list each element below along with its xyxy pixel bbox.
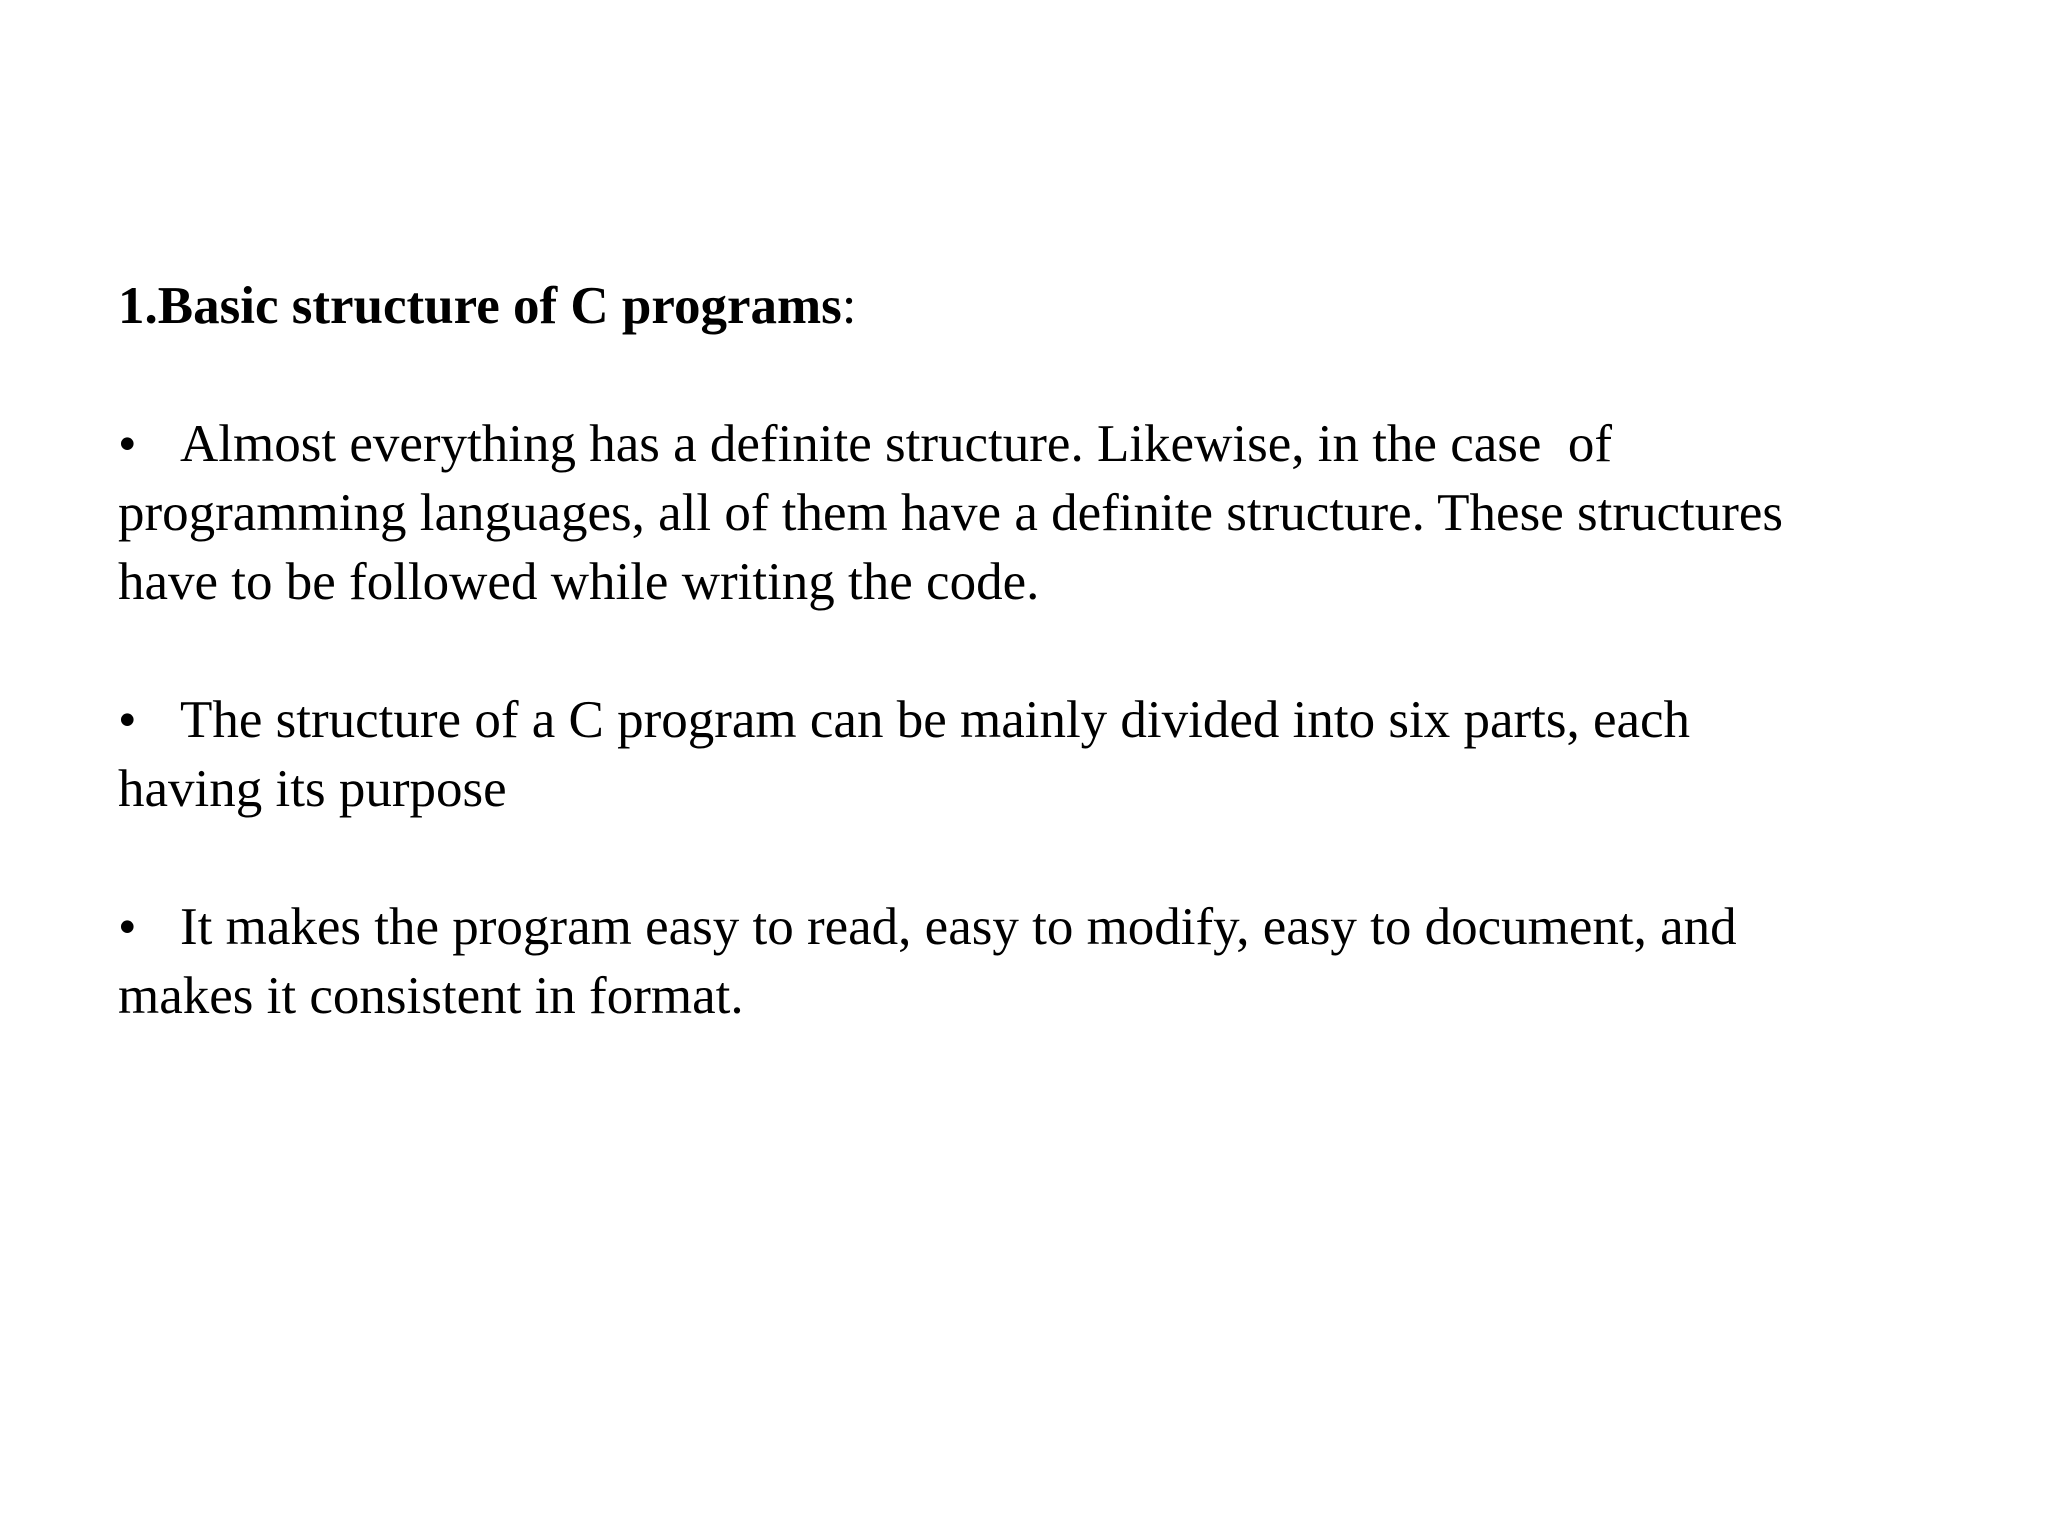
bullet-line (118, 893, 1958, 962)
bullet-icon: • (118, 898, 137, 956)
bullet-paragraph-2 (118, 686, 1958, 824)
bullet-line: have to be followed while writing the code. (118, 553, 1040, 611)
bullet-text: It makes the program easy to read, easy to modify, easy to document, and (180, 898, 1737, 956)
slide-content (118, 272, 1958, 1031)
slide-heading (118, 272, 1958, 341)
bullet-icon: • (118, 415, 137, 473)
bullet-line: programming languages, all of them have a definite structure. These structures (118, 484, 1784, 542)
heading-title: 1.Basic structure of C programs (118, 277, 842, 335)
bullet-paragraph-1 (118, 410, 1958, 617)
bullet-icon: • (118, 691, 137, 749)
heading-suffix: : (841, 277, 857, 335)
bullet-paragraph-3 (118, 893, 1958, 1031)
bullet-line: makes it consistent in format. (118, 967, 744, 1025)
bullet-text: Almost everything has a definite structure. Likewise, in the case of (180, 415, 1613, 473)
bullet-text: The structure of a C program can be mainly divided into six parts, each (180, 691, 1691, 749)
bullet-line (118, 410, 1958, 479)
bullet-line (118, 686, 1958, 755)
bullet-line: having its purpose (118, 760, 507, 818)
